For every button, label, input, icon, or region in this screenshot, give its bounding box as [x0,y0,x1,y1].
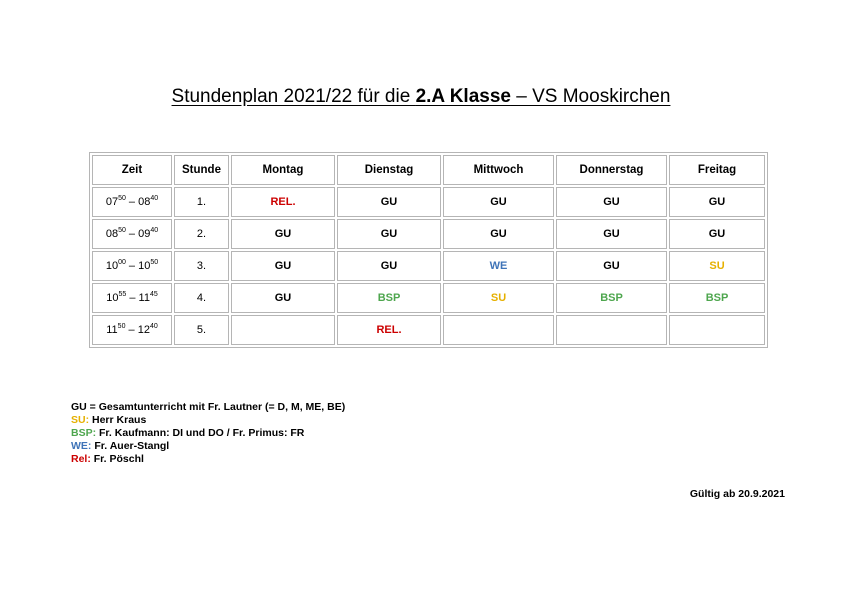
lesson-cell: GU [556,187,667,217]
table-row [92,187,765,217]
lesson-cell [669,315,765,345]
zeit-cell [92,251,172,281]
table-row [92,219,765,249]
legend-we-key: WE: [71,440,92,452]
lesson-cell: BSP [337,283,441,313]
title-suffix: – VS Mooskirchen [510,86,671,107]
time-separator: – [125,260,139,272]
lesson-cell: REL. [231,187,335,217]
stunde-cell: 3. [174,251,229,281]
legend-su [71,414,345,427]
lesson-cell: WE [443,251,554,281]
timetable-header-row [92,155,765,185]
legend-bsp [71,427,345,440]
header-donnerstag: Donnerstag [556,155,667,185]
legend-we [71,440,345,453]
title-prefix: Stundenplan 2021/22 für die [171,86,416,107]
header-mittwoch: Mittwoch [443,155,554,185]
header-dienstag: Dienstag [337,155,441,185]
page-title [0,86,842,108]
stunde-cell: 5. [174,315,229,345]
lesson-cell: GU [556,219,667,249]
start-minute: 50 [118,195,126,202]
end-minute: 45 [149,291,158,298]
legend-su-key: SU: [71,414,90,426]
start-hour: 10 [105,260,119,272]
lesson-cell: BSP [556,283,667,313]
start-hour: 10 [106,292,119,304]
end-minute: 40 [149,323,158,330]
end-minute: 50 [150,259,159,266]
zeit-cell [92,219,172,249]
lesson-cell: GU [231,251,335,281]
end-minute: 40 [150,227,159,234]
end-hour: 08 [138,196,151,208]
end-hour: 10 [138,260,151,272]
start-minute: 50 [117,323,126,330]
start-hour: 11 [106,324,118,336]
lesson-cell [556,315,667,345]
lesson-cell: GU [443,219,554,249]
lesson-cell: SU [669,251,765,281]
timetable [89,152,768,348]
header-zeit: Zeit [92,155,172,185]
header-montag: Montag [231,155,335,185]
zeit-cell [92,315,172,345]
lesson-cell: GU [443,187,554,217]
lesson-cell: REL. [337,315,441,345]
table-row [92,315,765,345]
start-minute: 00 [118,259,126,266]
header-stunde: Stunde [174,155,229,185]
end-hour: 12 [137,324,150,336]
end-hour: 09 [138,228,151,240]
lesson-cell: GU [669,187,765,217]
legend-we-text: Fr. Auer-Stangl [91,440,170,452]
title-class: 2.A Klasse [415,86,511,107]
lesson-cell: GU [669,219,765,249]
stunde-cell: 1. [174,187,229,217]
legend-bsp-key: BSP: [71,427,97,439]
start-minute: 50 [118,227,126,234]
legend-su-text: Herr Kraus [89,414,147,426]
legend-rel [71,453,345,466]
lesson-cell: GU [556,251,667,281]
lesson-cell [443,315,554,345]
legend-rel-text: Fr. Pöschl [90,453,144,465]
start-hour: 08 [105,228,119,240]
start-hour: 07 [105,196,119,208]
time-separator: – [125,324,138,336]
legend-gu: GU = Gesamtunterricht mit Fr. Lautner (= D, M, ME, BE) [71,401,346,413]
lesson-cell: GU [337,251,441,281]
table-row [92,283,765,313]
legend-rel-key: Rel: [71,453,91,465]
start-minute: 55 [118,291,127,298]
stunde-cell: 4. [174,283,229,313]
time-separator: – [126,292,139,304]
end-minute: 40 [150,195,159,202]
valid-from: Gültig ab 20.9.2021 [689,488,785,500]
lesson-cell: GU [231,283,335,313]
legend-bsp-text: Fr. Kaufmann: DI und DO / Fr. Primus: FR [96,427,305,439]
table-row [92,251,765,281]
end-hour: 11 [138,292,150,304]
lesson-cell [231,315,335,345]
time-separator: – [125,196,139,208]
lesson-cell: GU [337,219,441,249]
lesson-cell: BSP [669,283,765,313]
header-freitag: Freitag [669,155,765,185]
lesson-cell: GU [231,219,335,249]
lesson-cell: SU [443,283,554,313]
legend [71,401,345,466]
zeit-cell [92,187,172,217]
zeit-cell [92,283,172,313]
lesson-cell: GU [337,187,441,217]
stunde-cell: 2. [174,219,229,249]
time-separator: – [125,228,139,240]
